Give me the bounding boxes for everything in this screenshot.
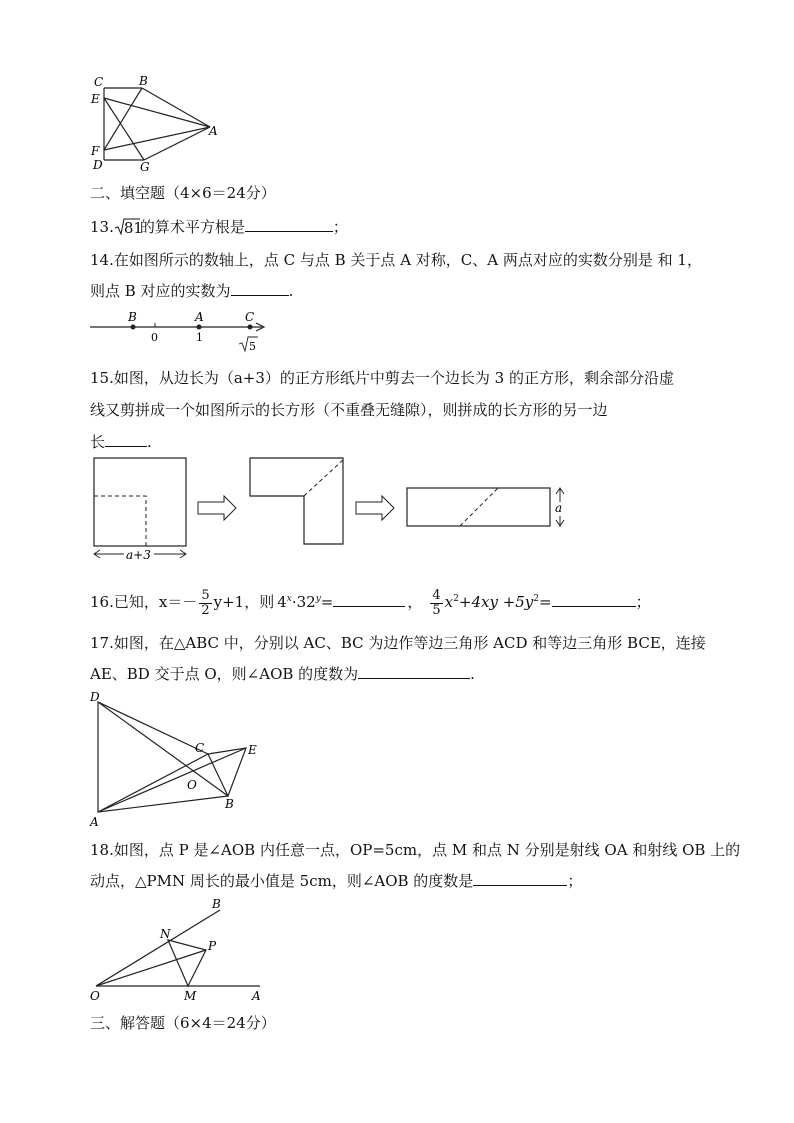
question-18-line2: [90, 871, 582, 891]
point-b-dot: [131, 325, 136, 330]
height-label-a: a: [555, 501, 563, 515]
label-a: A: [252, 989, 261, 1003]
q13-end: ；: [332, 218, 348, 236]
q17-line1: 17.如图，在△ABC 中，分别以 AC、BC 为边作等边三角形 ACD 和等边三角形 BCE，连接: [90, 634, 706, 652]
q18-end: ；: [567, 872, 583, 890]
fraction-5-over-2: $\frac{5}{2}$: [201, 587, 210, 618]
label-e: E: [248, 743, 257, 757]
question-13: [90, 217, 348, 237]
q16-exp1: x: [286, 594, 292, 604]
q17-end: .: [470, 665, 475, 683]
label-g: G: [140, 160, 150, 174]
point-a-dot: [197, 325, 202, 330]
label-o: O: [90, 989, 100, 1003]
axis-label-zero: 0: [151, 331, 158, 344]
label-a: A: [209, 124, 218, 138]
q16-base1: 4: [277, 593, 287, 611]
label-f: F: [91, 144, 100, 158]
q16-eq: =: [320, 593, 334, 611]
question-15-line3: [90, 432, 152, 452]
section2-title: 二、填空题（4×6＝24分）: [90, 184, 276, 202]
angle-aob-figure: [88, 894, 268, 1006]
label-d: D: [90, 690, 100, 704]
q14-line1: 14.在如图所示的数轴上，点 C 与点 B 关于点 A 对称，C、A 两点对应的实数分别是 和 1，: [90, 251, 702, 269]
q15-end: .: [147, 433, 152, 451]
q13-answer-blank[interactable]: [245, 217, 333, 232]
q18-answer-blank[interactable]: [473, 871, 567, 886]
question-17-line2: [90, 664, 475, 684]
q16-answer-blank-1[interactable]: [333, 592, 405, 607]
arrow-1-icon: [198, 496, 236, 520]
q16-poly-y-exp: 2: [533, 594, 540, 604]
label-b: B: [139, 74, 148, 88]
axis-label-c: C: [245, 310, 255, 324]
q16-end: ；: [635, 593, 651, 611]
sqrt-81: [114, 217, 143, 237]
point-c-dot: [248, 325, 253, 330]
label-c: C: [94, 75, 104, 89]
axis-label-root5: 5: [249, 340, 256, 353]
label-c: C: [195, 741, 205, 755]
side-label-a-plus-3: a+3: [126, 548, 151, 562]
q13-number: 13.: [90, 218, 114, 236]
label-o: O: [187, 778, 197, 792]
q15-line3-text: 长: [90, 433, 106, 451]
question-16: [90, 584, 651, 618]
q15-answer-blank[interactable]: [105, 432, 147, 447]
radicand-81: 81: [123, 219, 143, 237]
q16-eq2: =: [539, 593, 552, 611]
axis-label-a: A: [195, 310, 204, 324]
q16-poly-mid: +4xy +5y: [458, 593, 534, 611]
label-b: B: [212, 897, 221, 911]
label-d: D: [93, 158, 103, 172]
number-line-figure: [88, 308, 273, 354]
q16-sep: ，: [407, 593, 423, 611]
q17-line2-text: AE、BD 交于点 O，则∠AOB 的度数为: [90, 665, 359, 683]
section3-title: 三、解答题（6×4＝24分）: [90, 1014, 276, 1032]
q14-end: .: [288, 282, 294, 300]
square-cut-figure: [88, 454, 573, 568]
q16-exp2: y: [315, 594, 321, 604]
q16-answer-blank-2[interactable]: [552, 592, 636, 607]
label-p: P: [208, 939, 217, 953]
q16-dot: ·: [291, 593, 297, 611]
equilateral-triangles-figure: [88, 688, 268, 830]
axis-label-one: 1: [196, 331, 203, 344]
q16-mid: y+1，则: [213, 593, 275, 611]
q14-answer-blank[interactable]: [231, 281, 289, 296]
question-14-line2: [90, 281, 293, 301]
q16-poly-x-exp: 2: [453, 594, 459, 604]
label-e: E: [91, 92, 100, 106]
label-n: N: [160, 927, 171, 941]
arrow-2-icon: [356, 496, 394, 520]
q18-line1: 18.如图，点 P 是∠AOB 内任意一点，OP=5cm，点 M 和点 N 分别是射线 OA 和射线 OB 上的: [90, 841, 741, 859]
q15-line1: 15.如图，从边长为（a+3）的正方形纸片中剪去一个边长为 3 的正方形，剩余部分沿虚: [90, 369, 674, 387]
q18-line2-text: 动点，△PMN 周长的最小值是 5cm，则∠AOB 的度数是: [90, 872, 474, 890]
q16-prefix: 16.已知，x＝－: [90, 593, 198, 611]
q16-base2: 32: [296, 593, 316, 611]
q13-text: 的算术平方根是: [139, 218, 245, 236]
label-m: M: [184, 989, 197, 1003]
q14-line2-text: 则点 B 对应的实数为: [90, 282, 231, 300]
label-b: B: [225, 797, 234, 811]
label-a: A: [90, 815, 99, 829]
axis-label-b: B: [128, 310, 137, 324]
q16-poly-x: x: [444, 593, 454, 611]
q17-answer-blank[interactable]: [358, 664, 470, 679]
fraction-4-over-5: $\frac{4}{5}$: [432, 587, 441, 618]
q15-line2: 线又剪拼成一个如图所示的长方形（不重叠无缝隙），则拼成的长方形的另一边: [90, 401, 608, 419]
top-geometry-figure: [88, 72, 228, 180]
